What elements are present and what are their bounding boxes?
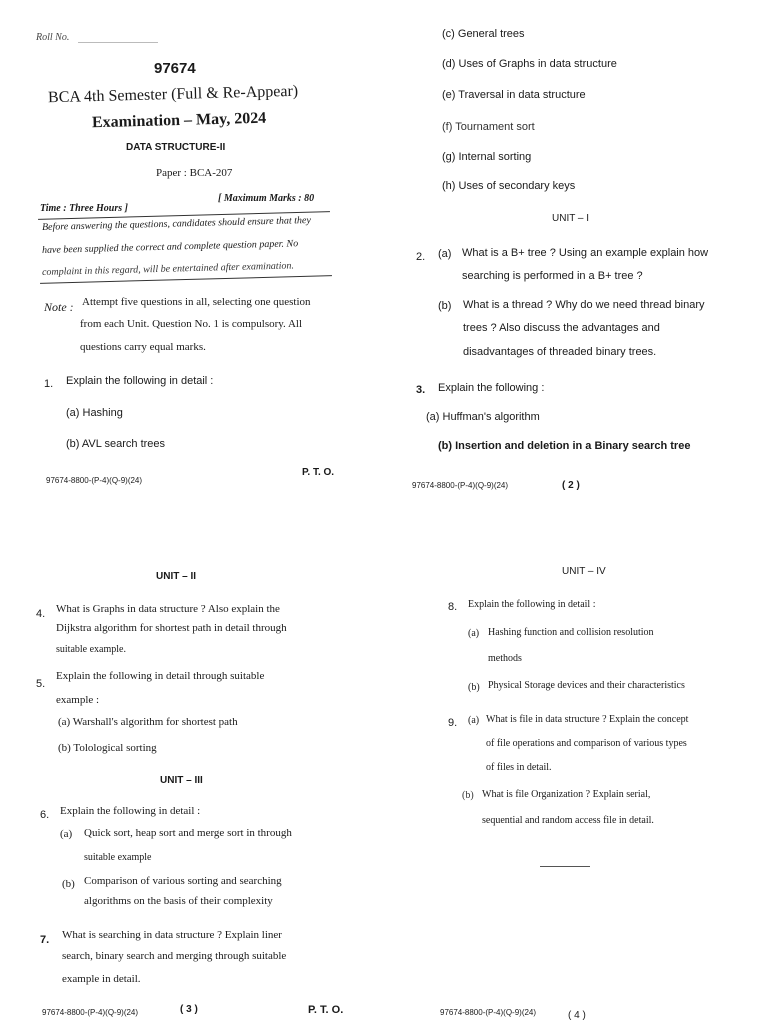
q1-text: Explain the following in detail : bbox=[66, 375, 214, 387]
warning-line-1: Before answering the questions, candidates should ensure that they bbox=[41, 214, 312, 233]
page3-number: ( 3 ) bbox=[180, 1004, 198, 1015]
q1-option-b: (b) AVL search trees bbox=[66, 438, 166, 450]
q7-line-2: search, binary search and merging through suitable bbox=[62, 950, 287, 962]
end-rule bbox=[540, 866, 590, 867]
roll-no-line bbox=[78, 42, 158, 43]
q6-b-line-2: algorithms on the basis of their complexity bbox=[84, 895, 273, 907]
q9-a-line-2: of file operations and comparison of various types bbox=[486, 738, 687, 749]
page4-number: ( 4 ) bbox=[568, 1010, 586, 1021]
q1-option-a: (a) Hashing bbox=[66, 407, 123, 419]
q1-number: 1. bbox=[44, 378, 54, 390]
q8-a-line-1: Hashing function and collision resolution bbox=[488, 627, 654, 638]
unit-2-heading: UNIT – II bbox=[156, 571, 197, 582]
roll-no-label: Roll No. bbox=[36, 32, 70, 43]
page3-footer-code: 97674-8800-(P-4)(Q-9)(24) bbox=[42, 1008, 139, 1017]
page4-footer-code: 97674-8800-(P-4)(Q-9)(24) bbox=[440, 1008, 537, 1017]
unit-4-heading: UNIT – IV bbox=[562, 566, 606, 577]
page1-pto: P. T. O. bbox=[302, 467, 335, 478]
q7-number: 7. bbox=[40, 934, 50, 946]
q8-number: 8. bbox=[448, 601, 458, 613]
page2-footer-code: 97674-8800-(P-4)(Q-9)(24) bbox=[412, 481, 509, 490]
q1-option-d: (d) Uses of Graphs in data structure bbox=[442, 58, 617, 70]
warning-line-2: have been supplied the correct and complete question paper. No bbox=[41, 238, 299, 256]
q3-option-b: (b) Insertion and deletion in a Binary search tree bbox=[438, 440, 691, 452]
note-label: Note : bbox=[44, 300, 74, 314]
unit-3-heading: UNIT – III bbox=[160, 775, 203, 786]
q1-option-g: (g) Internal sorting bbox=[442, 151, 532, 163]
page2-number: ( 2 ) bbox=[562, 480, 580, 491]
q5-line-1: Explain the following in detail through suitable bbox=[56, 670, 265, 682]
max-marks-label: [ Maximum Marks : 80 bbox=[218, 193, 315, 204]
q5-option-b: (b) Tolological sorting bbox=[58, 742, 157, 754]
q8-a-line-2: methods bbox=[488, 653, 522, 664]
q5-line-2: example : bbox=[56, 694, 100, 706]
q9-a-label: (a) bbox=[468, 715, 480, 726]
page1-footer-code: 97674-8800-(P-4)(Q-9)(24) bbox=[46, 476, 143, 485]
exam-title: Examination – May, 2024 bbox=[91, 109, 267, 132]
q6-a-line-1: Quick sort, heap sort and merge sort in through bbox=[84, 827, 292, 839]
q4-number: 4. bbox=[36, 608, 46, 620]
q2-a-line-1: What is a B+ tree ? Using an example explain how bbox=[462, 247, 709, 259]
q6-a-line-2: suitable example bbox=[84, 852, 152, 863]
q8-text: Explain the following in detail : bbox=[468, 599, 596, 610]
q2-b-label: (b) bbox=[438, 300, 452, 312]
q6-a-label: (a) bbox=[60, 828, 73, 840]
q2-b-line-3: disadvantages of threaded binary trees. bbox=[463, 346, 657, 358]
q7-line-1: What is searching in data structure ? Explain liner bbox=[62, 929, 282, 941]
note-line-3: questions carry equal marks. bbox=[80, 341, 206, 353]
paper-label: Paper : BCA-207 bbox=[156, 167, 233, 179]
q1-option-e: (e) Traversal in data structure bbox=[442, 89, 586, 101]
time-label: Time : Three Hours ] bbox=[40, 203, 128, 214]
q2-a-label: (a) bbox=[438, 248, 452, 260]
q8-a-label: (a) bbox=[468, 628, 480, 639]
q2-b-line-2: trees ? Also discuss the advantages and bbox=[463, 322, 660, 334]
q5-option-a: (a) Warshall's algorithm for shortest path bbox=[58, 716, 238, 728]
q4-line-3: suitable example. bbox=[56, 644, 126, 655]
q9-b-label: (b) bbox=[462, 790, 474, 801]
unit-1-heading: UNIT – I bbox=[552, 213, 590, 224]
q6-number: 6. bbox=[40, 809, 50, 821]
warning-line-3: complaint in this regard, will be entertained after examination. bbox=[41, 260, 295, 278]
q3-text: Explain the following : bbox=[438, 382, 545, 394]
q2-number: 2. bbox=[416, 251, 426, 263]
q1-option-h: (h) Uses of secondary keys bbox=[442, 180, 576, 192]
q9-b-line-1: What is file Organization ? Explain serial, bbox=[482, 789, 651, 800]
q9-number: 9. bbox=[448, 717, 458, 729]
q9-a-line-1: What is file in data structure ? Explain the concept bbox=[486, 714, 689, 725]
q4-line-1: What is Graphs in data structure ? Also explain the bbox=[56, 603, 280, 615]
note-line-1: Attempt five questions in all, selecting one question bbox=[82, 296, 311, 308]
q8-b-label: (b) bbox=[468, 682, 480, 693]
q6-text: Explain the following in detail : bbox=[60, 805, 201, 817]
page3-pto: P. T. O. bbox=[308, 1004, 344, 1016]
q3-option-a: (a) Huffman's algorithm bbox=[426, 411, 540, 423]
q3-number: 3. bbox=[416, 384, 426, 396]
q6-b-label: (b) bbox=[62, 878, 75, 890]
q9-b-line-2: sequential and random access file in detail. bbox=[482, 815, 654, 826]
q1-option-c: (c) General trees bbox=[442, 28, 525, 40]
q1-option-f: (f) Tournament sort bbox=[442, 121, 535, 133]
subject-title: DATA STRUCTURE-II bbox=[126, 142, 226, 153]
q8-b-text: Physical Storage devices and their characteristics bbox=[488, 680, 685, 691]
course-title: BCA 4th Semester (Full & Re-Appear) bbox=[47, 82, 299, 107]
q5-number: 5. bbox=[36, 678, 46, 690]
q2-a-line-2: searching is performed in a B+ tree ? bbox=[462, 270, 643, 282]
paper-code: 97674 bbox=[154, 60, 196, 77]
note-line-2: from each Unit. Question No. 1 is compulsory. All bbox=[80, 318, 303, 330]
q7-line-3: example in detail. bbox=[62, 973, 141, 985]
q2-b-line-1: What is a thread ? Why do we need thread binary bbox=[463, 299, 705, 311]
q6-b-line-1: Comparison of various sorting and searching bbox=[84, 875, 282, 887]
q4-line-2: Dijkstra algorithm for shortest path in detail through bbox=[56, 622, 287, 634]
q9-a-line-3: of files in detail. bbox=[486, 762, 552, 773]
